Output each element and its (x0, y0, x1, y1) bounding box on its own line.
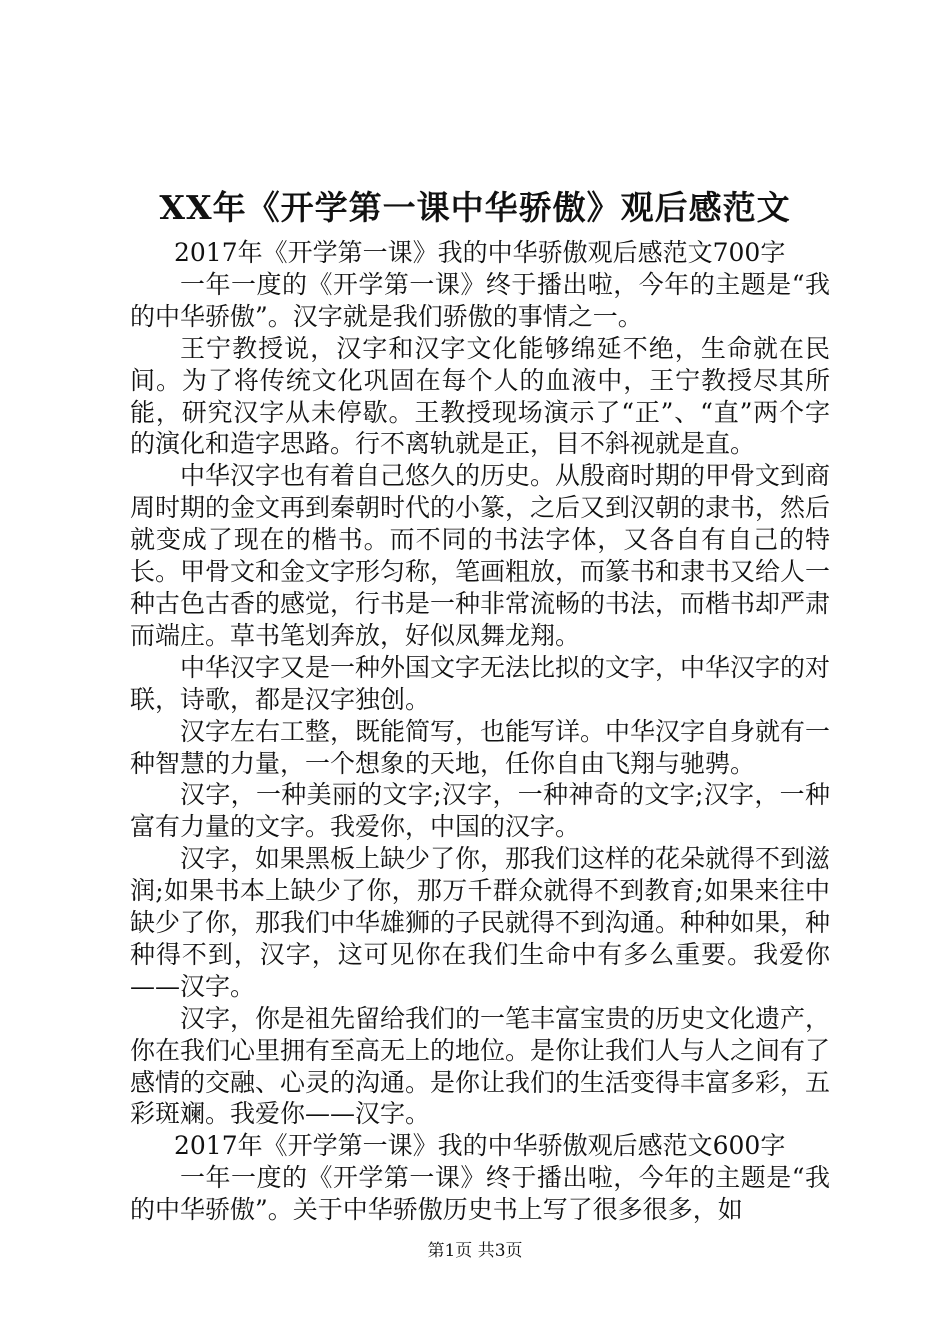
paragraph: 中华汉字又是一种外国文字无法比拟的文字，中华汉字的对联，诗歌，都是汉字独创。 (130, 652, 831, 714)
paragraph: 中华汉字也有着自己悠久的历史。从殷商时期的甲骨文到商周时期的金文再到秦朝时代的小篆，之后又到汉朝的隶书，然后就变成了现在的楷书。而不同的书法字体，又各自有自己的特长。甲骨文和金文字形匀称，笔画粗放，而篆书和隶书又给人一种古色古香的感觉，行书是一种非常流畅的书法，而楷书却严肃而端庄。草书笔划奔放，好似凤舞龙翔。 (130, 461, 831, 650)
section-heading-600: 2017年《开学第一课》我的中华骄傲观后感范文600字 (174, 1131, 786, 1161)
paragraph: 汉字，你是祖先留给我们的一笔丰富宝贵的历史文化遗产，你在我们心里拥有至高无上的地位。是你让我们人与人之间有了感情的交融、心灵的沟通。是你让我们的生活变得丰富多彩，五彩斑斓。我爱你——汉字。 (130, 1003, 831, 1129)
document-body (130, 237, 830, 1226)
paragraph: 汉字，如果黑板上缺少了你，那我们这样的花朵就得不到滋润;如果书本上缺少了你，那万千群众就得不到教育;如果来往中缺少了你，那我们中华雄狮的子民就得不到沟通。种种如果，种种得不到，汉字，这可见你在我们生命中有多么重要。我爱你——汉字。 (130, 844, 831, 1001)
paragraph: 王宁教授说，汉字和汉字文化能够绵延不绝，生命就在民间。为了将传统文化巩固在每个人的血液中，王宁教授尽其所能，研究汉字从未停歇。王教授现场演示了“正”、“直”两个字的演化和造字思路。行不离轨就是正，目不斜视就是直。 (130, 333, 830, 459)
document-title: XX年《开学第一课中华骄傲》观后感范文 (159, 188, 791, 227)
paragraph: 汉字，一种美丽的文字;汉字，一种神奇的文字;汉字，一种富有力量的文字。我爱你，中国的汉字。 (130, 780, 830, 842)
section-heading-700: 2017年《开学第一课》我的中华骄傲观后感范文700字 (174, 238, 786, 267)
paragraph: 一年一度的《开学第一课》终于播出啦，今年的主题是“我的中华骄傲”。汉字就是我们骄傲的事情之一。 (130, 269, 830, 331)
paragraph: 一年一度的《开学第一课》终于播出啦，今年的主题是“我的中华骄傲”。关于中华骄傲历史书上写了很多很多，如 (130, 1163, 830, 1225)
paragraph: 汉字左右工整，既能简写，也能写详。中华汉字自身就有一种智慧的力量，一个想象的天地，任你自由飞翔与驰骋。 (130, 716, 831, 778)
page-footer: 第1页 共3页 (427, 1241, 523, 1261)
